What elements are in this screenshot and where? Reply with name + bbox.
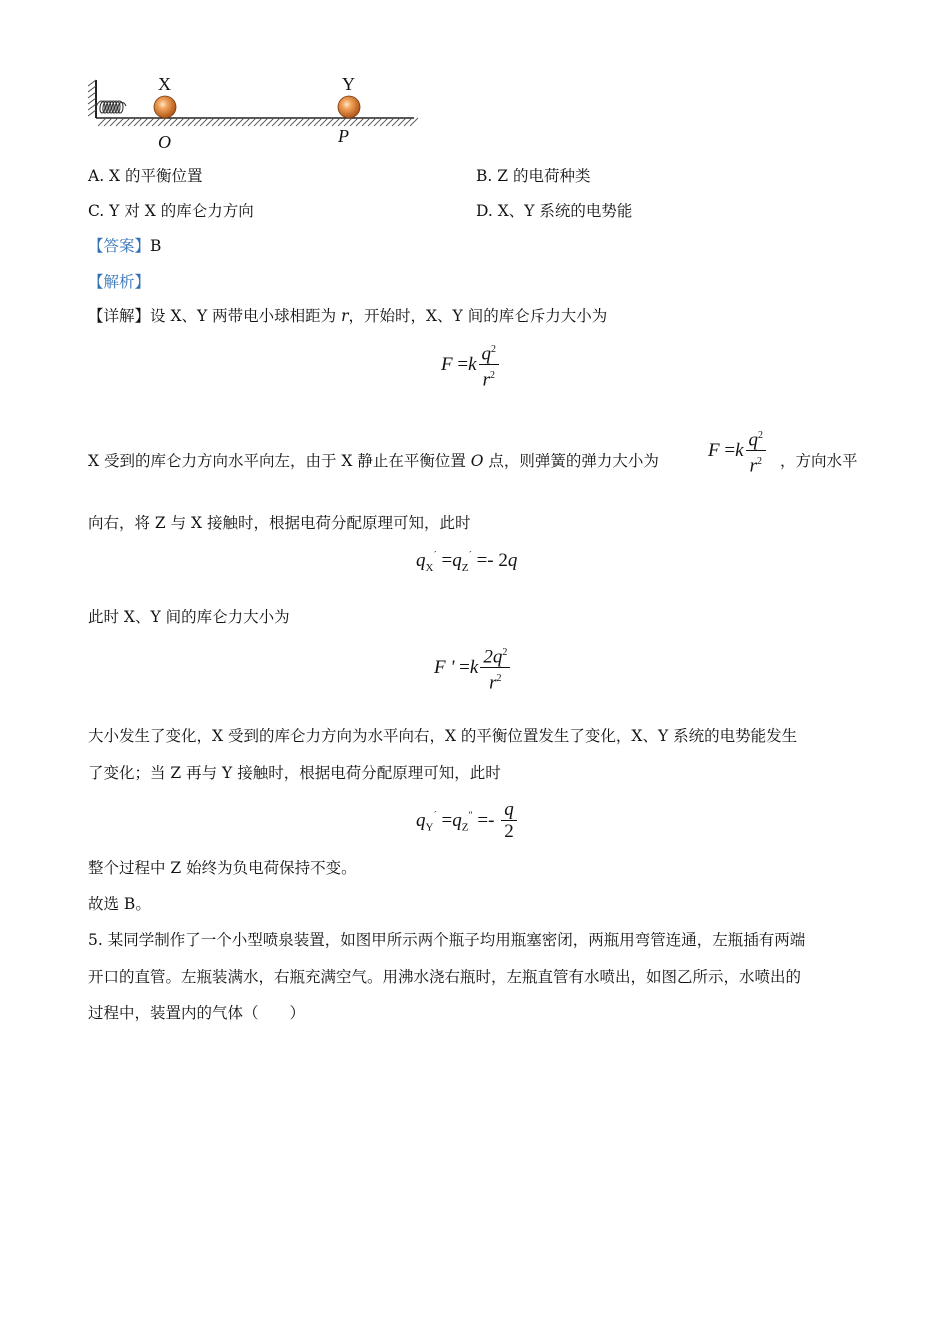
eq4-eq1: =: [436, 809, 453, 831]
eq3-den-exp: 2: [496, 673, 502, 685]
detail-line-2: [88, 450, 659, 472]
eq4-p1: ´: [433, 810, 437, 822]
figure-drawing: [86, 74, 426, 134]
equation-3: [434, 643, 512, 695]
analysis-tag: 【解析】: [88, 273, 151, 291]
detail-p4: 此时 X、Y 间的库仑力大小为: [88, 608, 290, 626]
eq1-num: q: [481, 343, 492, 365]
analysis-line: [88, 271, 150, 293]
detail-line-7: [88, 857, 357, 879]
eq4-q2: q: [452, 809, 462, 831]
eq1-lhs: F: [441, 354, 453, 376]
detail-line-1: [88, 305, 607, 327]
eq3-num-exp: 2: [502, 647, 508, 658]
question5-l2: 开口的直管。左瓶装满水，右瓶充满空气。用沸水浇右瓶时，左瓶直管有水喷出，如图乙所示，水喷出的: [88, 968, 802, 986]
eq3-den: r: [489, 672, 497, 694]
detail-line-8: [88, 893, 151, 915]
equation-inline: [708, 426, 768, 478]
eq3-k: k: [469, 657, 479, 679]
detail-tag: 【详解】: [88, 307, 151, 325]
eq2-s1: X: [425, 561, 434, 574]
question5-line-3: [88, 1002, 305, 1024]
eq2-eq2: =- 2: [471, 550, 508, 571]
eq1-eq: =: [452, 354, 469, 376]
answer-tag: 【答案】: [88, 237, 151, 255]
detail-p2-a: X 受到的库仑力方向水平向左，由于 X 静止在平衡位置: [88, 452, 471, 470]
eq4-s2: Z: [461, 821, 469, 834]
eq4-fraction: [501, 800, 517, 843]
eq1-k: k: [468, 354, 477, 376]
detail-line-4: [88, 606, 290, 628]
eqi-k: k: [735, 440, 744, 462]
label-y: Y: [342, 74, 355, 94]
detail-line-6: [88, 762, 501, 784]
equation-4: [416, 800, 519, 843]
question5-l1: 5. 某同学制作了一个小型喷泉装置，如图甲所示两个瓶子均用瓶塞密闭，两瓶用弯管连通，左瓶插有两端: [88, 931, 806, 949]
eqi-num: q: [748, 429, 759, 451]
eq4-num: q: [501, 800, 517, 821]
option-a: A. X 的平衡位置: [88, 167, 203, 185]
detail-p1-r: r: [341, 307, 349, 325]
label-o: O: [158, 132, 171, 152]
option-d: D. X、Y 系统的电势能: [476, 202, 633, 220]
eq3-num: 2q: [483, 646, 503, 668]
question5-l3: 过程中，装置内的气体（ ）: [88, 1004, 306, 1022]
detail-p8: 故选 B。: [88, 895, 151, 913]
eqi-num-exp: 2: [758, 430, 764, 441]
eq1-num-exp: 2: [491, 344, 497, 355]
detail-p1-a: 设 X、Y 两带电小球相距为: [150, 307, 342, 325]
eq3-eq: =: [454, 657, 470, 679]
answer-line: [88, 235, 161, 257]
option-b: B. Z 的电荷种类: [476, 167, 591, 185]
option-c: C. Y 对 X 的库仑力方向: [88, 202, 254, 220]
eq2-p2: ´: [468, 550, 472, 562]
eq4-q1: q: [416, 809, 426, 831]
eq4-p2: ″: [468, 810, 473, 822]
eq2-s2: Z: [461, 561, 469, 574]
detail-p2-c: ，方向水平: [780, 452, 858, 470]
detail-p2-o: O: [470, 452, 484, 470]
eq1-den: r: [482, 369, 490, 391]
eq4-s1: Y: [425, 821, 434, 834]
detail-p1-b: ，开始时，X、Y 间的库仑斥力大小为: [348, 307, 608, 325]
detail-line-5: [88, 725, 797, 747]
eq3-fraction: [480, 643, 510, 695]
eq2-q3: q: [507, 550, 518, 571]
eq2-p1: ´: [433, 550, 437, 562]
question5-line-2: [88, 966, 801, 988]
detail-p5: 大小发生了变化，X 受到的库仑力方向为水平向右，X 的平衡位置发生了变化，X、Y 系统的电势能发生: [88, 727, 798, 745]
detail-p7: 整个过程中 Z 始终为负电荷保持不变。: [88, 859, 357, 877]
eqi-den-exp: 2: [756, 456, 762, 468]
equation-2: [416, 550, 517, 574]
equation-1: [441, 340, 501, 392]
answer-value: B: [150, 237, 162, 255]
question5-line-1: [88, 929, 805, 951]
eq4-eq2: =-: [472, 809, 500, 831]
eqi-fraction: [746, 426, 767, 478]
eqi-eq: =: [719, 440, 736, 462]
eq1-den-exp: 2: [489, 370, 495, 382]
eq4-den: 2: [504, 821, 514, 842]
eq2-q1: q: [416, 550, 426, 571]
eq2-q2: q: [452, 550, 462, 571]
detail-line-3: [88, 512, 471, 534]
detail-p3: 向右，将 Z 与 X 接触时，根据电荷分配原理可知，此时: [88, 514, 471, 532]
eqi-lhs: F: [708, 440, 720, 462]
label-p: P: [338, 126, 349, 146]
spring-ball-figure: [86, 74, 426, 154]
label-x: X: [158, 74, 171, 94]
eq2-eq1: =: [436, 550, 453, 571]
eq3-lhs: F ': [434, 657, 455, 679]
detail-p2-b: 点，则弹簧的弹力大小为: [483, 452, 659, 470]
eqi-den: r: [749, 455, 757, 477]
eq1-fraction: [479, 340, 500, 392]
detail-p6: 了变化；当 Z 再与 Y 接触时，根据电荷分配原理可知，此时: [88, 764, 501, 782]
